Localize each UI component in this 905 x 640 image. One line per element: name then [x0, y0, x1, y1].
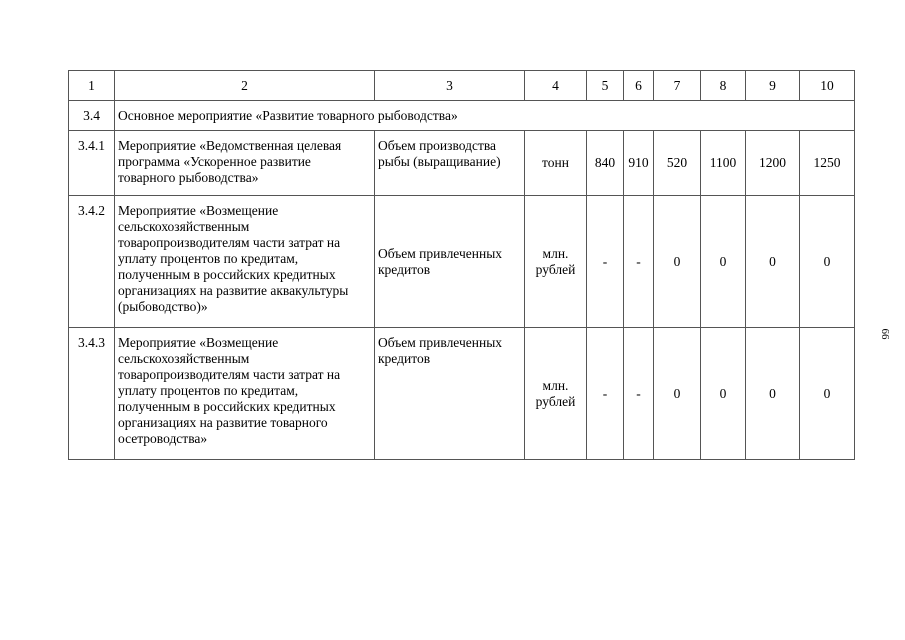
- value-cell: 910: [624, 131, 654, 196]
- page-number: 66: [879, 328, 891, 340]
- value-cell: 0: [701, 196, 746, 328]
- event-name: Мероприятие «Возмещение сельскохозяйственным товаропроизводителям части затрат на уплату процентов по кредитам, полученным в российских кредитных организациях на развитие товарного осетроводства»: [115, 328, 375, 460]
- value-cell: 0: [746, 328, 800, 460]
- table-row: [69, 196, 855, 328]
- header-row: [69, 71, 855, 101]
- value-cell: 520: [654, 131, 701, 196]
- value-cell: 0: [654, 328, 701, 460]
- unit: тонн: [525, 131, 587, 196]
- value-cell: 0: [701, 328, 746, 460]
- indicator-name: Объем производства рыбы (выращивание): [375, 131, 525, 196]
- header-cell: 5: [587, 71, 624, 101]
- header-cell: 4: [525, 71, 587, 101]
- section-row: [69, 101, 855, 131]
- header-cell: 10: [800, 71, 855, 101]
- indicators-table: [68, 70, 855, 460]
- indicator-name: Объем привлеченных кредитов: [375, 328, 525, 460]
- table-row: [69, 131, 855, 196]
- table-row: [69, 328, 855, 460]
- row-number: 3.4.3: [69, 328, 115, 460]
- value-cell: 0: [746, 196, 800, 328]
- section-title: Основное мероприятие «Развитие товарного рыбоводства»: [115, 101, 855, 131]
- header-cell: 6: [624, 71, 654, 101]
- value-cell: -: [587, 328, 624, 460]
- value-cell: -: [587, 196, 624, 328]
- event-name: Мероприятие «Возмещение сельскохозяйственным товаропроизводителям части затрат на уплату процентов по кредитам, полученным в российских кредитных организациях на развитие аквакультуры (рыбоводство)»: [115, 196, 375, 328]
- value-cell: 0: [800, 328, 855, 460]
- row-number: 3.4.2: [69, 196, 115, 328]
- unit: млн. рублей: [525, 328, 587, 460]
- header-cell: 8: [701, 71, 746, 101]
- header-cell: 9: [746, 71, 800, 101]
- header-cell: 7: [654, 71, 701, 101]
- value-cell: 0: [654, 196, 701, 328]
- unit: млн. рублей: [525, 196, 587, 328]
- section-number: 3.4: [69, 101, 115, 131]
- indicator-name: Объем привлеченных кредитов: [375, 196, 525, 328]
- value-cell: 1200: [746, 131, 800, 196]
- value-cell: 1250: [800, 131, 855, 196]
- value-cell: 1100: [701, 131, 746, 196]
- event-name: Мероприятие «Ведомственная целевая программа «Ускоренное развитие товарного рыбоводства»: [115, 131, 375, 196]
- value-cell: -: [624, 328, 654, 460]
- header-cell: 1: [69, 71, 115, 101]
- row-number: 3.4.1: [69, 131, 115, 196]
- value-cell: -: [624, 196, 654, 328]
- value-cell: 840: [587, 131, 624, 196]
- header-cell: 3: [375, 71, 525, 101]
- value-cell: 0: [800, 196, 855, 328]
- header-cell: 2: [115, 71, 375, 101]
